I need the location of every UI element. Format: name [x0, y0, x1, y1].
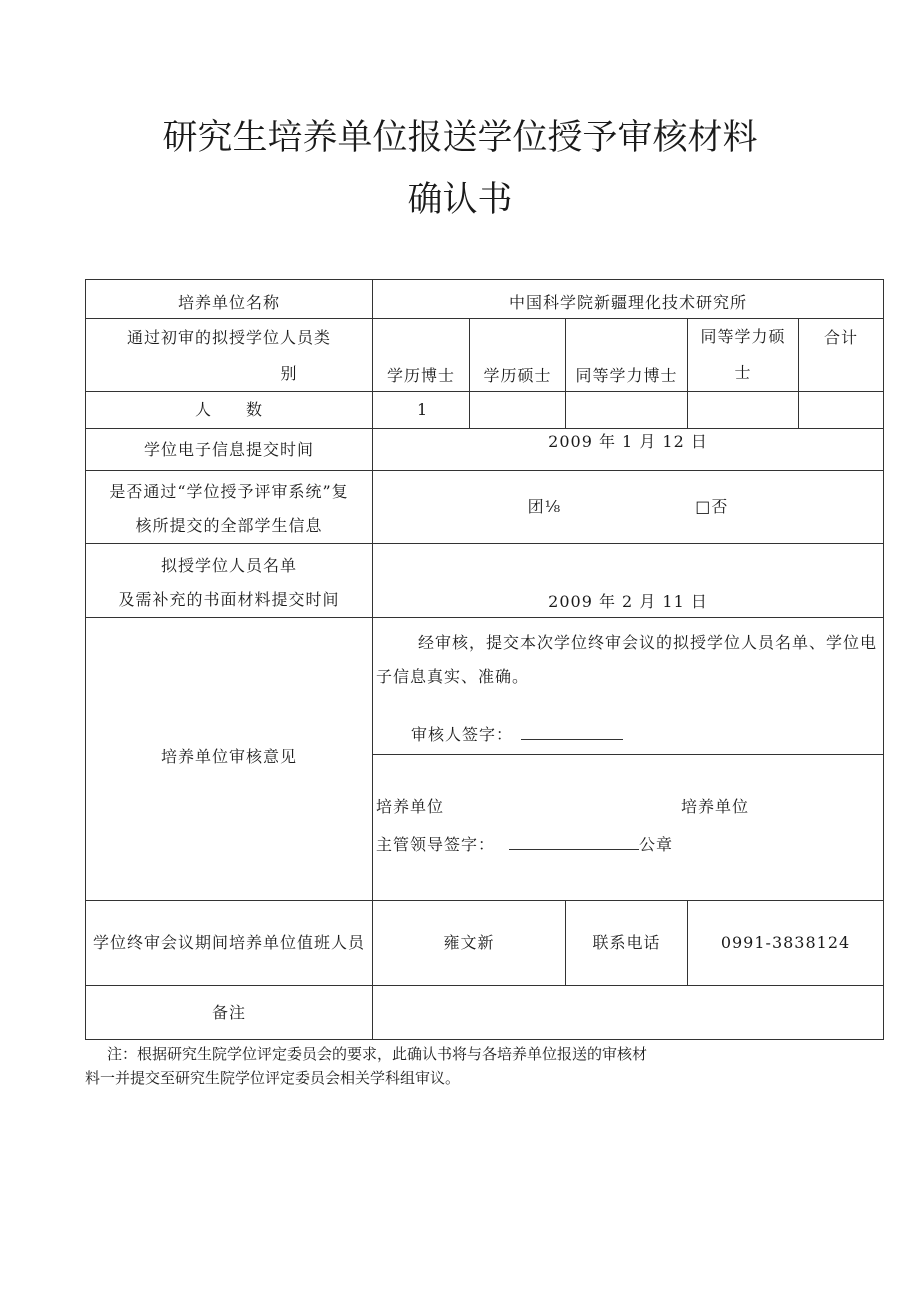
count-equiv-phd: [566, 392, 688, 429]
category-equiv-master-line1: 同等学力硕: [700, 327, 786, 346]
remarks-label: 备注: [86, 986, 373, 1040]
footnote-line2: 料一并提交至研究生院学位评定委员会相关学科组审议。: [85, 1069, 461, 1087]
duty-name: 雍文新: [373, 901, 566, 986]
review-top-section: [373, 618, 883, 755]
no-option[interactable]: □否: [695, 497, 729, 517]
e-info-value: 2009 年 1 月 12 日: [373, 429, 884, 471]
review-text: 经审核，提交本次学位终审会议的拟授学位人员名单、学位电子信息真实、准确。: [376, 633, 878, 686]
confirmation-form-table: [85, 279, 884, 1040]
leader-signature-field[interactable]: [509, 835, 639, 850]
footnote-line1: 注：根据研究生院学位评定委员会的要求，此确认书将与各培养单位报送的审核材: [107, 1045, 648, 1063]
system-check-label-line1: 是否通过“学位授予评审系统”复: [109, 482, 349, 501]
list-label-line2: 及需补充的书面材料提交时间: [118, 589, 340, 609]
row-e-info: [86, 429, 884, 471]
unit-left-label: 培养单位: [376, 797, 445, 816]
title-line-1: 研究生培养单位报送学位授予审核材料: [162, 118, 758, 158]
row-count: [86, 392, 884, 429]
category-label: [86, 319, 373, 392]
category-master: 学历硕士: [470, 319, 566, 392]
row-unit-name: [86, 280, 884, 319]
review-cell: [373, 618, 884, 901]
count-label: 人 数: [86, 392, 373, 429]
leader-sign-label: 主管领导签字：: [376, 835, 496, 854]
yes-option[interactable]: 团⅛: [527, 497, 562, 517]
category-equiv-master-line2: 士: [734, 363, 752, 382]
category-label-line2: 别: [280, 364, 298, 383]
row-category: [86, 319, 884, 392]
count-phd: 1: [373, 392, 470, 429]
list-value: 2009 年 2 月 11 日: [373, 544, 884, 618]
reviewer-sign-label: 审核人签字：: [411, 725, 514, 744]
row-list-submit: [86, 544, 884, 618]
category-equiv-phd: 同等学力博士: [566, 319, 688, 392]
unit-name-label: 培养单位名称: [86, 280, 373, 319]
count-equiv-master: [688, 392, 799, 429]
count-total: [799, 392, 884, 429]
review-label: 培养单位审核意见: [86, 618, 373, 901]
footnote: [85, 1042, 885, 1090]
list-label-line1: 拟授学位人员名单: [160, 555, 297, 575]
phone-label: 联系电话: [566, 901, 688, 986]
row-review: [86, 618, 884, 901]
reviewer-signature-field[interactable]: [521, 725, 623, 740]
seal-label: 公章: [639, 835, 674, 854]
title-line-2: 确认书: [407, 180, 513, 220]
remarks-value[interactable]: [373, 986, 884, 1040]
category-phd: 学历博士: [373, 319, 470, 392]
count-master: [470, 392, 566, 429]
reviewer-signature-line: [411, 724, 623, 746]
row-duty: [86, 901, 884, 986]
leader-signature-line: [376, 834, 673, 856]
phone-value: 0991-3838124: [688, 901, 884, 986]
unit-right-label: 培养单位: [681, 797, 750, 816]
review-box: [373, 618, 883, 900]
unit-name-value: 中国科学院新疆理化技术研究所: [373, 280, 884, 319]
list-label: [86, 544, 373, 618]
category-equiv-master: [688, 319, 799, 392]
row-system-check: [86, 471, 884, 544]
row-remarks: [86, 986, 884, 1040]
system-check-label-line2: 核所提交的全部学生信息: [135, 516, 323, 535]
system-check-options: [373, 471, 884, 544]
e-info-label: 学位电子信息提交时间: [86, 429, 373, 471]
system-check-label: [86, 471, 373, 544]
category-label-line1: 通过初审的拟授学位人员类: [126, 328, 331, 347]
category-total: 合计: [799, 319, 884, 392]
duty-label: 学位终审会议期间培养单位值班人员: [86, 901, 373, 986]
